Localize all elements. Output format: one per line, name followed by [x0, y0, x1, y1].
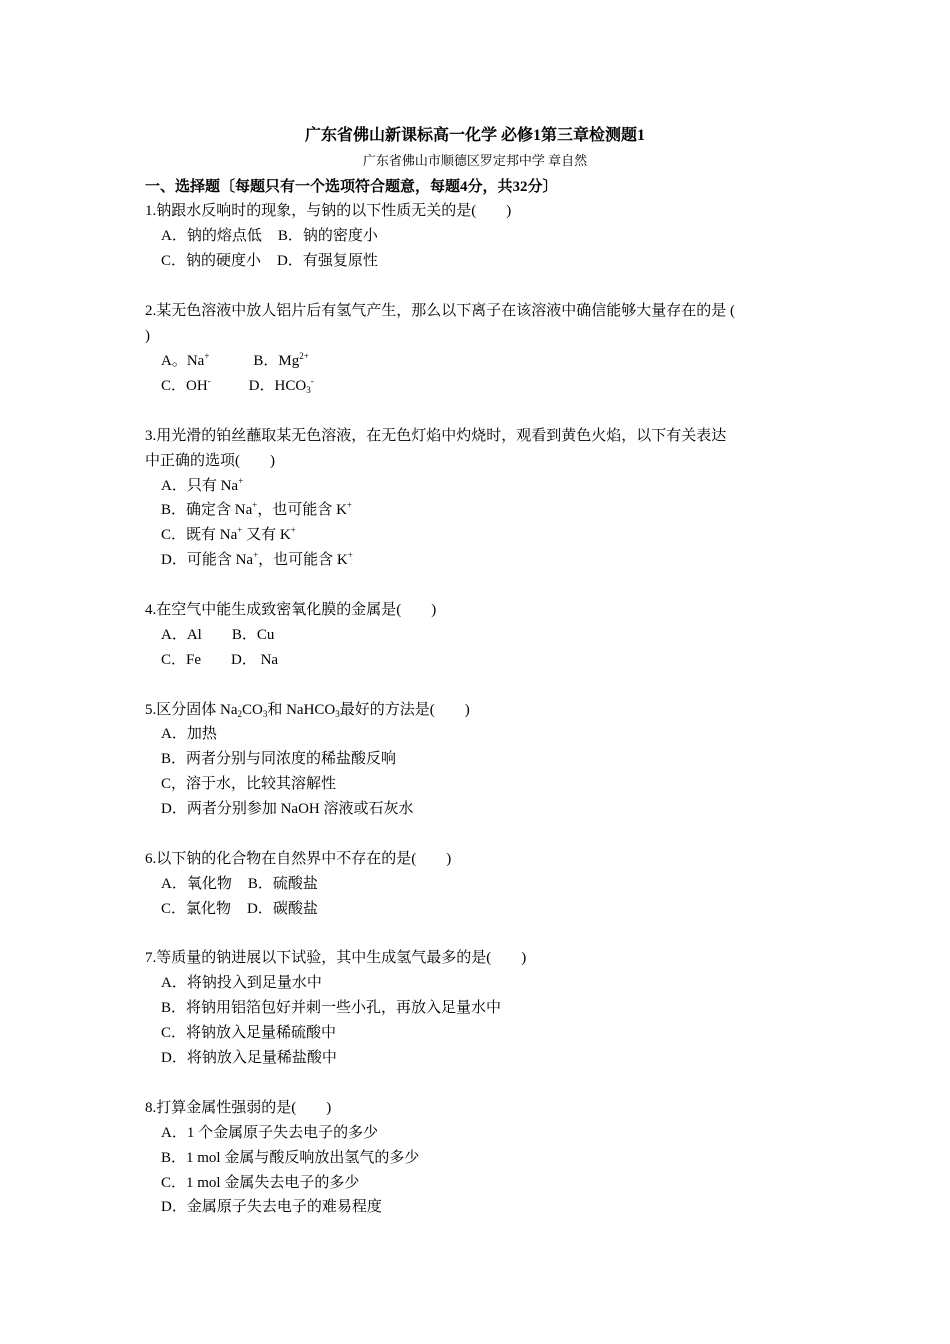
- question-5-option-c: C，溶于水，比较其溶解性: [161, 776, 337, 792]
- question-8-stem: 8.打算金属性强弱的是( ): [145, 1100, 332, 1116]
- question-6-option-d: D．碳酸盐: [247, 901, 318, 917]
- question-5-stem: 5.区分固体 $Na_2CO_3$和 NaHCO$_3$最好的方法是( ): [145, 702, 470, 719]
- question-2-options-cd: [161, 376, 314, 396]
- question-6-stem: 6.以下钠的化合物在自然界中不存在的是( ): [145, 851, 452, 867]
- question-4-option-d: D． Na: [231, 652, 279, 668]
- question-1-option-d: D．有强复原性: [277, 253, 378, 269]
- question-1-stem: 1.钠跟水反响时的现象，与钠的以下性质无关的是( ): [145, 203, 512, 219]
- question-2-stem-line-2: ): [145, 328, 150, 344]
- question-2-option-a: A。Na+: [161, 351, 210, 369]
- question-7-option-d: D．将钠放入足量稀盐酸中: [161, 1050, 337, 1066]
- question-3-option-c: C．既有 Na+ 又有 K+: [161, 525, 296, 543]
- question-8-option-a: A．1 个金属原子失去电子的多少: [161, 1125, 379, 1141]
- question-7-option-c: C．将钠放入足量稀硫酸中: [161, 1025, 337, 1041]
- question-7-stem: 7.等质量的钠进展以下试验，其中生成氢气最多的是( ): [145, 950, 527, 966]
- question-3-stem-line-1: 3.用光滑的铂丝蘸取某无色溶液，在无色灯焰中灼烧时，观看到黄色火焰，以下有关表达: [145, 428, 727, 444]
- section-heading: 一、选择题〔每题只有一个选项符合题意，每题4分，共32分〕: [145, 179, 558, 195]
- question-3-stem-line-2: 中正确的选项( ): [145, 453, 275, 469]
- question-1-option-c: C．钠的硬度小: [161, 253, 262, 269]
- question-7-option-a: A．将钠投入到足量水中: [161, 975, 322, 991]
- document-title: 广东省佛山新课标高一化学 必修1第三章检测题1: [304, 127, 645, 144]
- question-1-option-a: A．钠的熔点低: [161, 228, 262, 244]
- question-6-option-b: B．硫酸盐: [247, 876, 318, 892]
- question-6-options-ab: [161, 874, 318, 894]
- question-2-option-d: D．$HCO_3^-$: [248, 376, 314, 395]
- question-5-option-b: B．两者分别与同浓度的稀盐酸反响: [161, 751, 397, 767]
- question-4-options-ab: [161, 625, 274, 645]
- question-7-option-b: B．将钠用铝箔包好并刺一些小孔，再放入足量水中: [161, 1000, 502, 1016]
- question-3-option-b: B．确定含 Na+，也可能含 K+: [161, 500, 352, 518]
- question-5-option-a: A．加热: [161, 726, 217, 742]
- question-6-option-c: C．氯化物: [161, 901, 232, 917]
- question-4-stem: 4.在空气中能生成致密氧化膜的金属是( ): [145, 602, 437, 618]
- question-2-option-c: C．OH-: [161, 376, 211, 394]
- question-5-option-d: D．两者分别参加 NaOH 溶液或石灰水: [161, 801, 414, 817]
- question-4-option-c: C．Fe: [161, 652, 202, 668]
- question-3-option-d: D．可能含 Na+，也可能含 K+: [161, 550, 353, 568]
- question-6-option-a: A．氧化物: [161, 876, 232, 892]
- question-4-option-a: A．Al: [161, 627, 202, 643]
- question-8-option-b: B．1 mol 金属与酸反响放出氢气的多少: [161, 1150, 420, 1166]
- question-1-options-cd: [161, 251, 378, 271]
- question-4-option-b: B．Cu: [231, 627, 275, 643]
- question-2-stem-line-1: 2.某无色溶液中放人铝片后有氢气产生，那么以下离子在该溶液中确信能够大量存在的是 (: [145, 303, 735, 319]
- question-6-options-cd: [161, 899, 318, 919]
- question-8-option-d: D．金属原子失去电子的难易程度: [161, 1199, 382, 1215]
- question-4-options-cd: [161, 650, 278, 670]
- question-8-option-c: C．1 mol 金属失去电子的多少: [161, 1175, 360, 1191]
- question-1-options-ab: [161, 226, 378, 246]
- document-subtitle: 广东省佛山市顺德区罗定邦中学 章自然: [362, 153, 588, 168]
- question-1-option-b: B．钠的密度小: [277, 228, 378, 244]
- question-2-option-b: B．$Mg^{2+}$: [253, 351, 309, 369]
- question-2-options-ab: [161, 351, 309, 371]
- question-3-option-a: A．只有 Na+: [161, 476, 244, 494]
